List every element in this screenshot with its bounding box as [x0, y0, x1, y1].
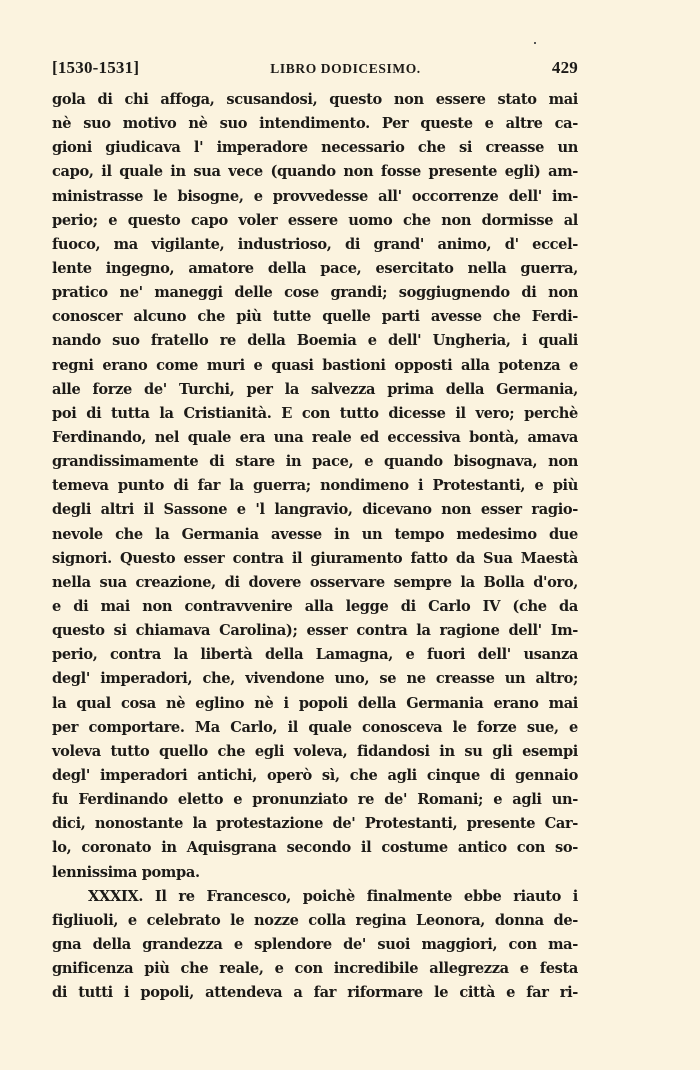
page-body	[52, 88, 578, 1005]
text-line: e di mai non contravvenire alla legge di Carlo IV (che da	[52, 597, 578, 615]
text-line: grandissimamente di stare in pace, e quando bisognava, non	[52, 453, 578, 471]
text-line: pratico ne' maneggi delle cose grandi; soggiugnendo di non	[52, 284, 578, 302]
paragraph-1	[52, 88, 578, 885]
text-line: nella sua creazione, di dovere osservare sempre la Bolla d'oro,	[52, 573, 578, 591]
text-line: degl' imperadori antichi, operò sì, che agli cinque di gennaio	[52, 766, 578, 784]
paragraph-2	[52, 885, 578, 1006]
text-line: temeva punto di far la guerra; nondimeno i Protestanti, e più	[52, 477, 578, 495]
ink-speck	[534, 42, 536, 44]
text-line: voleva tutto quello che egli voleva, fidandosi in su gli esempi	[52, 742, 578, 760]
text-line: questo si chiamava Carolina); esser contra la ragione dell' Im-	[52, 622, 578, 640]
text-line: per comportare. Ma Carlo, il quale conosceva le forze sue, e	[52, 718, 578, 736]
text-line: nè suo motivo nè suo intendimento. Per queste e altre ca-	[52, 115, 578, 133]
text-line: Ferdinando, nel quale era una reale ed eccessiva bontà, amava	[52, 428, 578, 446]
text-line: regni erano come muri e quasi bastioni opposti alla potenza e	[52, 356, 578, 374]
text-line: gola di chi affoga, scusandosi, questo non essere stato mai	[52, 91, 578, 108]
text-line: lente ingegno, amatore della pace, esercitato nella guerra,	[52, 259, 578, 277]
text-line: perio; e questo capo voler essere uomo che non dormisse al	[52, 211, 578, 229]
text-line: lo, coronato in Aquisgrana secondo il costume antico con so-	[52, 839, 578, 857]
text-line: degl' imperadori, che, vivendone uno, se ne creasse un altro;	[52, 670, 578, 688]
text-line: alle forze de' Turchi, per la salvezza prima della Germania,	[52, 380, 578, 398]
text-line: degli altri il Sassone e 'l langravio, dicevano non esser ragio-	[52, 501, 578, 519]
text-line: signori. Questo esser contra il giuramento fatto da Sua Maestà	[52, 549, 578, 567]
text-line: la qual cosa nè eglino nè i popoli della Germania erano mai	[52, 694, 578, 712]
text-line: ministrasse le bisogne, e provvedesse all' occorrenze dell' im-	[52, 187, 578, 205]
header-years: [1530-1531]	[52, 58, 140, 77]
header-title: LIBRO DODICESIMO.	[270, 61, 421, 76]
text-line: gioni giudicava l' imperadore necessario che si creasse un	[52, 139, 578, 157]
text-line: nando suo fratello re della Boemia e dell' Ungheria, i quali	[52, 332, 578, 350]
text-line: figliuoli, e celebrato le nozze colla regina Leonora, donna de-	[52, 911, 578, 929]
running-header	[52, 58, 578, 84]
text-line: gna della grandezza e splendore de' suoi maggiori, con ma-	[52, 935, 578, 953]
text-line: fuoco, ma vigilante, industrioso, di grand' animo, d' eccel-	[52, 235, 578, 253]
text-line: poi di tutta la Cristianità. E con tutto dicesse il vero; perchè	[52, 404, 578, 422]
text-line: capo, il quale in sua vece (quando non fosse presente egli) am-	[52, 163, 578, 181]
text-line: di tutti i popoli, attendeva a far riformare le città e far ri-	[52, 984, 578, 1002]
text-line: gnificenza più che reale, e con incredibile allegrezza e festa	[52, 960, 578, 978]
text-line: perio, contra la libertà della Lamagna, e fuori dell' usanza	[52, 646, 578, 664]
page-number: 429	[551, 58, 578, 77]
text-line: lennissima pompa.	[52, 863, 200, 881]
text-line: dici, nonostante la protestazione de' Protestanti, presente Car-	[52, 815, 578, 833]
text-line: fu Ferdinando eletto e pronunziato re de' Romani; e agli un-	[52, 791, 578, 809]
text-line: nevole che la Germania avesse in un tempo medesimo due	[52, 525, 578, 543]
book-page	[52, 58, 578, 1005]
text-line: conoscer alcuno che più tutte quelle parti avesse che Ferdi-	[52, 308, 578, 326]
text-line: XXXIX. Il re Francesco, poichè finalmente ebbe riauto i	[88, 887, 578, 905]
